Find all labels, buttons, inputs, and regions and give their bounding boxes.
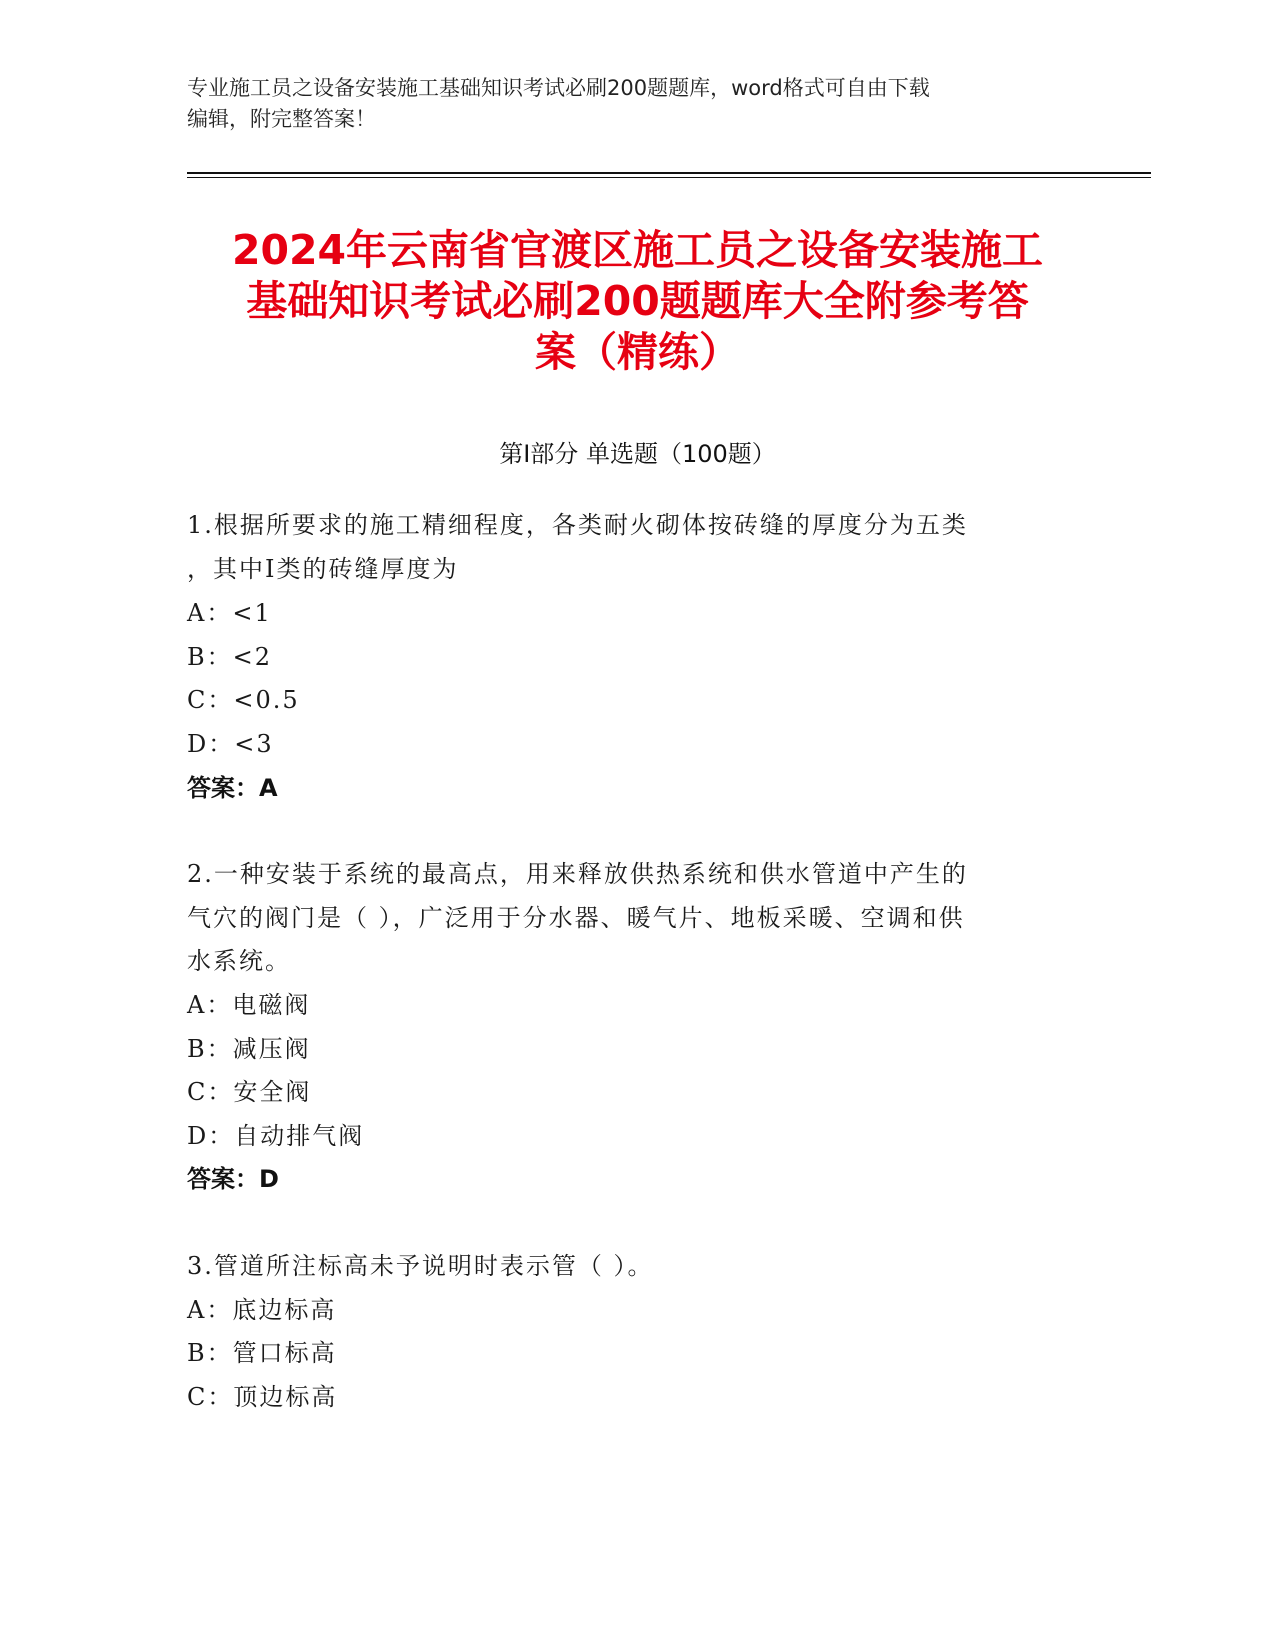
question-2-option-a: A：电磁阀 <box>187 991 311 1019</box>
question-2-option-b: B：减压阀 <box>187 1035 311 1063</box>
title-line-2: 基础知识考试必刷200题题库大全附参考答 <box>246 277 1029 325</box>
question-3-stem-line-1: 3.管道所注标高未予说明时表示管（ ）。 <box>187 1252 654 1280</box>
question-2-stem-line-1: 2.一种安装于系统的最高点，用来释放供热系统和供水管道中产生的 <box>187 860 968 888</box>
header-line-2: 编辑，附完整答案！ <box>187 107 376 131</box>
question-3-option-c: C：顶边标高 <box>187 1383 338 1411</box>
question-1-option-a: A：<1 <box>187 599 272 627</box>
question-3-option-b: B：管口标高 <box>187 1339 337 1367</box>
header-divider-bottom <box>187 177 1151 178</box>
question-1-stem-line-1: 1.根据所要求的施工精细程度，各类耐火砌体按砖缝的厚度分为五类 <box>187 511 968 539</box>
section-heading: 第I部分 单选题（100题） <box>499 440 776 468</box>
question-1-answer: 答案：A <box>187 774 278 802</box>
header-divider-top <box>187 172 1151 174</box>
question-1-option-b: B：<2 <box>187 643 273 671</box>
header-line-1: 专业施工员之设备安装施工基础知识考试必刷200题题库，word格式可自由下载 <box>187 76 930 100</box>
question-3-option-a: A：底边标高 <box>187 1296 337 1324</box>
title-line-3: 案（精练） <box>535 328 740 376</box>
question-2-option-c: C：安全阀 <box>187 1078 312 1106</box>
document-title <box>150 225 1125 378</box>
question-1-option-d: D：<3 <box>187 730 274 758</box>
question-2-option-d: D：自动排气阀 <box>187 1122 365 1150</box>
title-line-1: 2024年云南省官渡区施工员之设备安装施工 <box>231 226 1044 274</box>
question-2-stem-line-2: 气穴的阀门是（ ），广泛用于分水器、暖气片、地板采暖、空调和供 <box>187 904 965 932</box>
question-1-stem-line-2: ，其中Ⅰ类的砖缝厚度为 <box>187 555 459 583</box>
question-2-answer: 答案：D <box>187 1165 279 1193</box>
question-2-stem-line-3: 水系统。 <box>187 947 291 975</box>
question-1-option-c: C：<0.5 <box>187 686 300 714</box>
